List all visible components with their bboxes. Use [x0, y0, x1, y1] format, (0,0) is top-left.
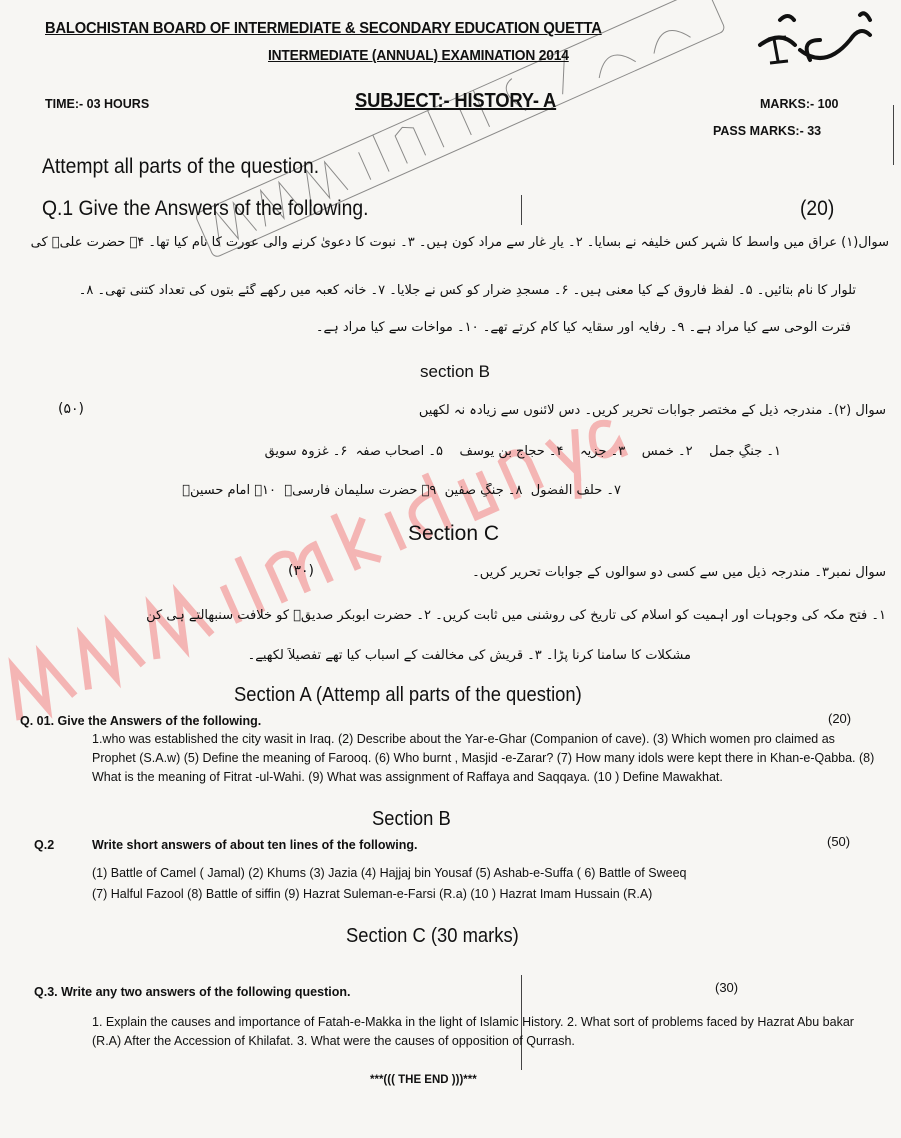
urdu-q2-heading: سوال (۲)۔ مندرجہ ذیل کے مختصر جوابات تحریر کریں۔ دس لائنوں سے زیادہ نہ لکھیں	[418, 403, 886, 418]
english-q3-text: 1. Explain the causes and importance of Fatah-e-Makka in the light of Islamic History. 2. What sort of problems faced by Hazrat Abu bakar (R.A) After the Accession of Khilafat. 3. What were the causes of opposition of Qurrash.	[92, 1015, 854, 1048]
urdu-q3-heading: سوال نمبر۳۔ مندرجہ ذیل میں سے کسی دو سوالوں کے جوابات تحریر کریں۔	[472, 565, 886, 580]
q1-marks: (20)	[800, 197, 835, 220]
exam-title: INTERMEDIATE (ANNUAL) EXAMINATION 2014	[268, 47, 569, 64]
pass-marks: PASS MARKS:- 33	[713, 124, 822, 138]
english-q2-line-2: (7) Halful Fazool (8) Battle of siffin (9) Hazrat Suleman-e-Farsi (R.a) (10 ) Hazrat Imam Hussain (R.A)	[92, 887, 653, 901]
exam-time: TIME:- 03 HOURS	[45, 97, 150, 111]
urdu-q1-line-2: تلوار کا نام بتائیں۔ ۵۔ لفظ فاروق کے کیا معنی ہیں۔ ۶۔ مسجدِ ضرار کو کس نے جلایا۔ ۷۔ خانہ کعبہ میں رکھے گئے بتوں کی تعداد کتنی تھی۔ ۸۔	[78, 283, 856, 298]
english-section-c: Section C (30 marks)	[346, 925, 519, 947]
urdu-q1-line-3: فترت الوحی سے کیا مراد ہے۔ ۹۔ رفایہ اور سقایہ کیا کام کرتے تھے۔ ۱۰۔ مواخات سے کیا مراد ہے۔	[315, 320, 851, 335]
english-q2-number: Q.2	[34, 838, 55, 852]
english-q2-line-1: (1) Battle of Camel ( Jamal) (2) Khums (3) Jazia (4) Hajjaj bin Yousaf (5) Ashab-e-Suffa ( 6) Battle of Sweeq	[92, 866, 687, 880]
english-q3-heading: Q.3. Write any two answers of the following question.	[34, 985, 351, 999]
urdu-q1-line-1: سوال(۱) عراق میں واسط کا شہر کس خلیفہ نے بسایا۔ ۲۔ یارِ غار سے مراد کون ہیں۔ ۳۔ نبوت کا دعویٰ کرنے والی عورت کا نام کیا تھا۔ ۴۔ حضرت علیؓ کی	[30, 235, 889, 250]
urdu-section-c: Section C	[408, 522, 500, 545]
total-marks: MARKS:- 100	[760, 97, 839, 111]
scan-edge-line	[893, 105, 894, 165]
urdu-q3-marks: (۳۰)	[288, 563, 314, 579]
english-section-b: Section B	[372, 808, 451, 830]
urdu-q2-marks: (۵۰)	[58, 401, 84, 417]
urdu-q2-line-2: ۷۔ حلف الفضول ۸۔ جنگِ صفین ۹۔ حضرت سلیمان فارسیؓ ۱۰۔ امام حسینؓ	[182, 483, 621, 498]
urdu-section-b: section B	[420, 362, 490, 381]
english-q2-marks: (50)	[827, 834, 851, 849]
subject-title: SUBJECT:- HISTORY- A	[355, 90, 557, 112]
board-name: BALOCHISTAN BOARD OF INTERMEDIATE & SECONDARY EDUCATION QUETTA	[45, 20, 602, 37]
english-q1-heading: Q. 01. Give the Answers of the following.	[20, 714, 262, 728]
english-q1-text: 1.who was established the city wasit in Iraq. (2) Describe about the Yar-e-Ghar (Companion of cave). (3) Which women pro claimed as Prophet (S.A.w) (5) Define the meaning of Farooq. (6) Who burnt , Masjid -e-Zarar? (7) How many idols were kept there in Khan-e-Qabba. (8) What is the meaning of Fitrat -ul-Wahi. (9) What was assignment of Raffaya and Saqqaya. (10 ) Define Mawakhat.	[92, 732, 875, 784]
urdu-q2-line-1: ۱۔ جنگِ جمل ۲۔ خمس ۳۔ جزیہ ۴۔ حجاج بن یوسف ۵۔ اصحاب صفہ ۶۔ غزوہ سویق	[264, 444, 781, 459]
urdu-q3-line-2: مشکلات کا سامنا کرنا پڑا۔ ۳۔ قریش کی مخالفت کے اسباب کیا تھے تفصیلاً لکھیے۔	[247, 648, 691, 663]
urdu-q3-line-1: ۱۔ فتح مکہ کی وجوہات اور اہمیت کو اسلام کی تاریخ کی روشنی میں ثابت کریں۔ ۲۔ حضرت ابوبکر صدیقؓ کو خلافت سنبھالتے ہی کن	[146, 608, 886, 623]
english-q3-marks: (30)	[715, 980, 739, 995]
q1-heading: Q.1 Give the Answers of the following.	[42, 197, 369, 220]
english-q2-heading: Write short answers of about ten lines of the following.	[92, 838, 418, 852]
english-q1-marks: (20)	[828, 711, 852, 726]
the-end-marker: ***((( THE END )))***	[370, 1074, 477, 1086]
instructions: Attempt all parts of the question.	[42, 155, 320, 178]
handwritten-note	[750, 5, 880, 75]
scan-fold-line	[521, 195, 522, 225]
english-section-a: Section A (Attemp all parts of the question)	[234, 684, 582, 706]
